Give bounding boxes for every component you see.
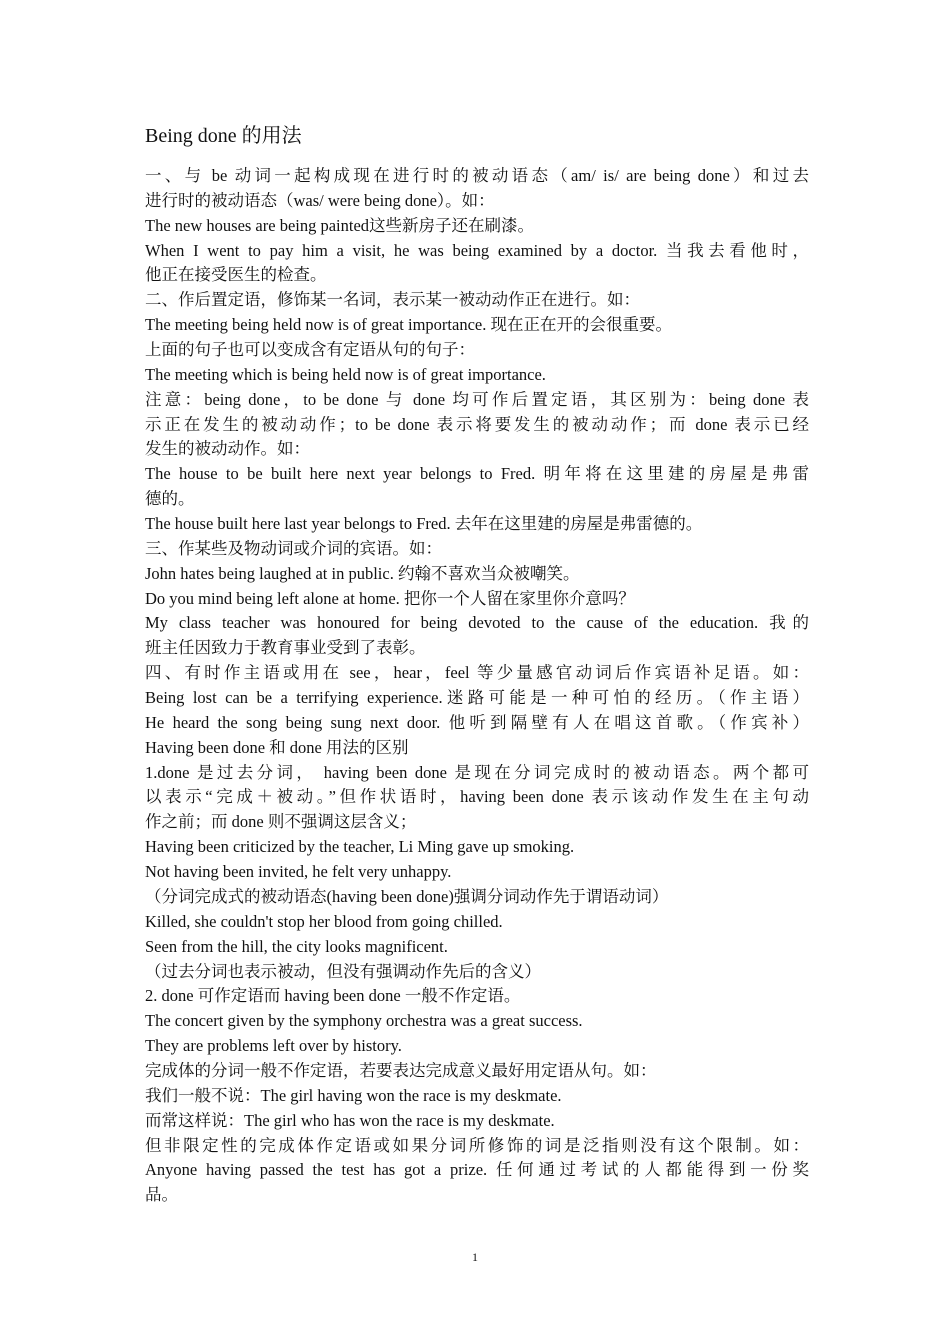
- text-line: The concert given by the symphony orchestra was a great success.: [145, 1011, 583, 1031]
- text-line: 注意：being done，to be done 与 done 均可作后置定语，其区别为：being done 表: [145, 389, 809, 409]
- text-line: 四、有时作主语或用在 see，hear，feel 等少量感官动词后作宾语补足语。如：: [145, 663, 809, 683]
- text-line: 但非限定性的完成体作定语或如果分词所修饰的词是泛指则没有这个限制。如：: [145, 1135, 809, 1155]
- text-line: When I went to pay him a visit, he was being examined by a doctor. 当我去看他时，: [145, 240, 809, 260]
- text-line: The house built here last year belongs to Fred. 去年在这里建的房屋是弗雷德的。: [145, 514, 703, 534]
- text-line: 完成体的分词一般不作定语，若要表达完成意义最好用定语从句。如：: [145, 1060, 657, 1080]
- text-line: My class teacher was honoured for being devoted to the cause of the education. 我的: [145, 613, 809, 633]
- text-line: Anyone having passed the test has got a prize. 任何通过考试的人都能得到一份奖: [145, 1160, 809, 1180]
- text-line: The meeting being held now is of great importance. 现在正在开的会很重要。: [145, 315, 672, 335]
- text-line: Having been done 和 done 用法的区别: [145, 737, 409, 757]
- text-line: 而常这样说：The girl who has won the race is my deskmate.: [145, 1110, 555, 1130]
- document-body: [145, 164, 809, 1208]
- text-line: Killed, she couldn't stop her blood from going chilled.: [145, 911, 503, 931]
- text-line: 以表示“完成＋被动。”但作状语时，having been done 表示该动作发生在主句动: [145, 787, 809, 807]
- text-line: 发生的被动动作。如：: [145, 439, 310, 459]
- text-line: 作之前；而 done 则不强调这层含义；: [145, 812, 417, 832]
- text-line: Seen from the hill, the city looks magnificent.: [145, 936, 448, 956]
- text-line: 进行时的被动语态（was/ were being done）。如：: [145, 190, 495, 210]
- text-line: 三、作某些及物动词或介词的宾语。如：: [145, 538, 442, 558]
- text-line: Being lost can be a terrifying experience.迷路可能是一种可怕的经历。（作主语）: [145, 688, 809, 708]
- page-number: 1: [472, 1250, 478, 1264]
- text-line: Having been criticized by the teacher, Li Ming gave up smoking.: [145, 837, 575, 857]
- text-line: 一、与 be 动词一起构成现在进行时的被动语态（am/ is/ are being done）和过去: [145, 166, 809, 185]
- text-line: 德的。: [145, 489, 195, 509]
- text-line: 1.done 是过去分词， having been done 是现在分词完成时的被动语态。两个都可: [145, 762, 809, 782]
- text-line: 2. done 可作定语而 having been done 一般不作定语。: [145, 986, 521, 1006]
- text-line: 二、作后置定语，修饰某一名词，表示某一被动动作正在进行。如：: [145, 290, 640, 310]
- text-line: 他正在接受医生的检查。: [145, 265, 327, 285]
- text-line: （分词完成式的被动语态(having been done)强调分词动作先于谓语动词）: [145, 886, 669, 906]
- text-line: Not having been invited, he felt very unhappy.: [145, 862, 452, 882]
- text-line: The house to be built here next year belongs to Fred. 明年将在这里建的房屋是弗雷: [145, 464, 809, 484]
- text-line: 上面的句子也可以变成含有定语从句的句子：: [145, 340, 475, 360]
- text-line: Do you mind being left alone at home. 把你一个人留在家里你介意吗？: [145, 588, 635, 608]
- text-line: （过去分词也表示被动，但没有强调动作先后的含义）: [145, 961, 541, 981]
- text-line: The meeting which is being held now is of great importance.: [145, 364, 546, 384]
- text-line: 我们一般不说：The girl having won the race is my deskmate.: [145, 1085, 562, 1105]
- document-title: Being done 的用法: [145, 125, 302, 147]
- text-line: 示正在发生的被动动作；to be done 表示将要发生的被动动作；而 done 表示已经: [145, 414, 809, 434]
- text-line: John hates being laughed at in public. 约翰不喜欢当众被嘲笑。: [145, 563, 580, 583]
- text-line: He heard the song being sung next door. 他听到隔壁有人在唱这首歌。（作宾补）: [145, 712, 809, 732]
- text-line: 班主任因致力于教育事业受到了表彰。: [145, 638, 426, 658]
- text-line: They are problems left over by history.: [145, 1036, 402, 1056]
- text-line: The new houses are being painted这些新房子还在刷漆。: [145, 215, 535, 235]
- text-line: 品。: [145, 1185, 178, 1205]
